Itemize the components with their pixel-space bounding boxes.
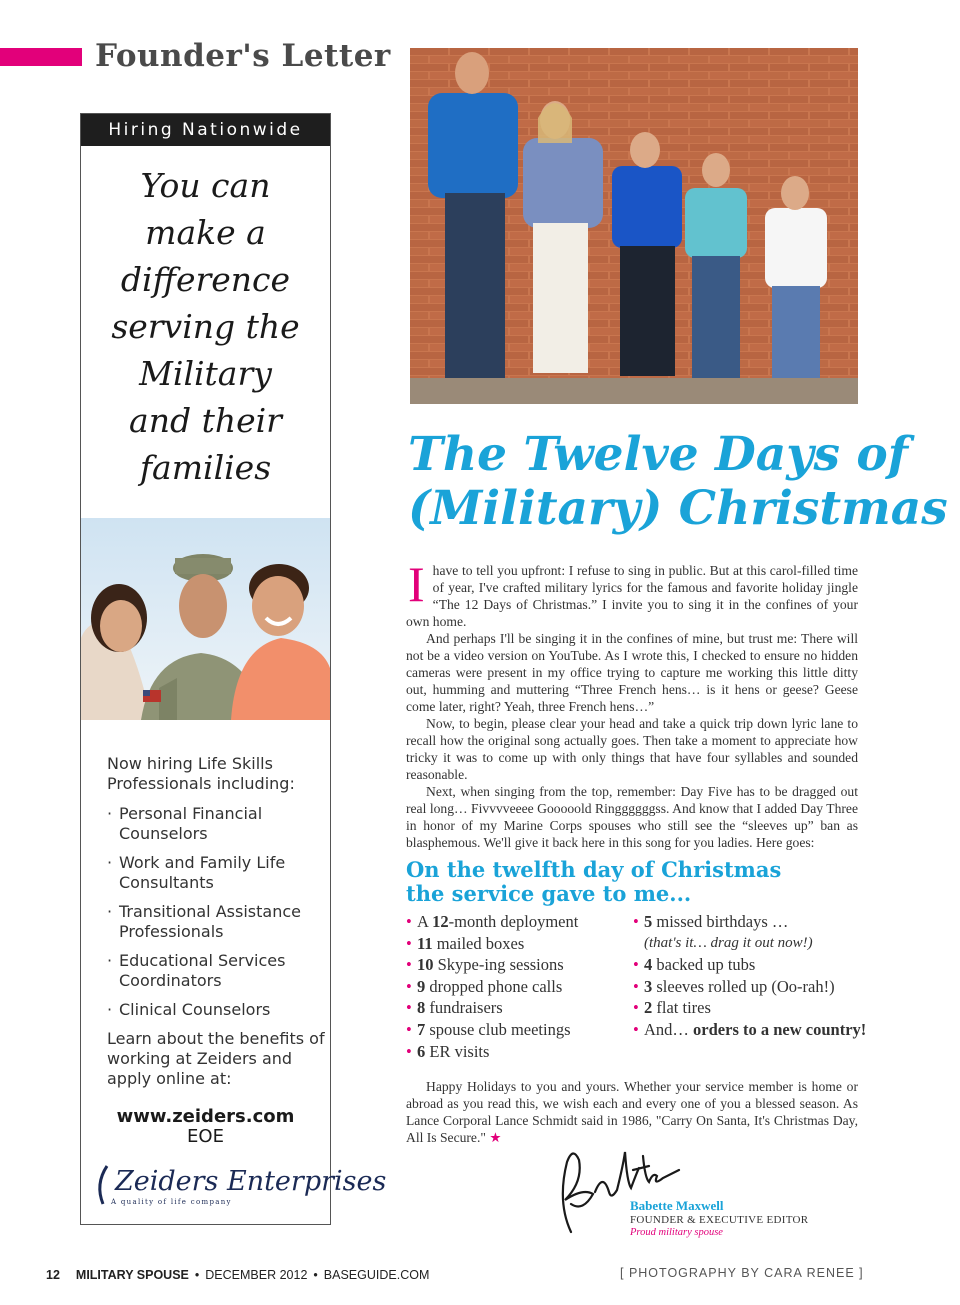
signature-name: Babette Maxwell: [630, 1198, 724, 1213]
song-item: • 4 backed up tubs: [633, 955, 756, 975]
bullet-icon: •: [633, 998, 639, 1018]
song-item: • 9 dropped phone calls: [406, 976, 563, 996]
bullet-icon: •: [406, 998, 412, 1018]
article-paragraph: Next, when singing from the top, remember: Day Five has to be dragged out real long… Fivvvveeee Gooooold Ringgggggss. And know that I added Day Three in honor of my Marine Corps spouses who still see the “sleeves up” ban as blasphemous. We'll give it back here in this song for you ladies. Here goes:: [406, 784, 858, 850]
star-icon: ★: [489, 1130, 502, 1145]
bullet-icon: •: [406, 976, 412, 996]
ad-position: · Transitional Assistance Professionals: [107, 902, 325, 942]
signature-role: FOUNDER & EXECUTIVE EDITOR: [630, 1214, 809, 1226]
ad-headline-line: make a: [145, 213, 266, 252]
article-paragraph-text: have to tell you upfront: I refuse to sing in public. But at this carol-filled time of year, I've crafted military lyrics for the famous and favorite holiday jingle “The 12 Days of Christmas.” I invite you to sing it in the confines of your own home.: [406, 563, 858, 629]
ad-position: · Work and Family Life Consultants: [107, 853, 325, 893]
bullet-icon: •: [633, 955, 639, 975]
magazine-name: MILITARY SPOUSE: [75, 1268, 189, 1282]
ad-body: [107, 754, 325, 1089]
song-item: • 3 sleeves rolled up (Oo-rah!): [633, 976, 835, 996]
article-paragraph: Now, to begin, please clear your head and take a quick trip down lyric lane to recall how the original song actually goes. Then take a moment to appreciate how tricky it was to come up with only things that have four syllables and sounded reasonable.: [406, 716, 858, 782]
logo-name: Zeiders Enterprises: [115, 1166, 387, 1197]
song-heading-line: On the twelfth day of Christmas: [406, 857, 782, 882]
song-list-right: [633, 911, 893, 1041]
bullet-icon: •: [406, 1019, 412, 1039]
footer-bullet: •: [194, 1268, 200, 1282]
ad-headline-line: serving the: [111, 307, 300, 346]
zeiders-logo: [93, 1154, 387, 1212]
article-paragraph: [406, 556, 858, 630]
section-title: Founder's Letter: [95, 38, 391, 74]
ad-headline-line: You can: [140, 166, 271, 205]
bullet-icon: •: [406, 933, 412, 953]
song-heading-line: the service gave to me...: [406, 881, 692, 906]
zeiders-advertisement[interactable]: [80, 113, 387, 1225]
ad-positions-list: [107, 804, 325, 1020]
section-accent-bar: [0, 48, 82, 66]
article-title: [408, 427, 948, 536]
page-number: 12: [46, 1268, 60, 1282]
song-heading: [406, 858, 858, 906]
footer-site: BASEGUIDE.COM: [323, 1268, 430, 1282]
article-title-line: (Military) Christmas: [408, 481, 948, 536]
bullet-icon: •: [406, 912, 412, 931]
bullet-icon: •: [406, 955, 412, 975]
ad-headline-line: families: [139, 448, 272, 487]
song-item: • A 12-month deployment: [406, 912, 579, 931]
article-title-line: The Twelve Days of: [408, 427, 908, 482]
article-body: [406, 556, 858, 851]
ad-url-link[interactable]: www.zeiders.com: [116, 1106, 295, 1127]
song-list-left: [406, 911, 626, 1062]
song-item: • And… orders to a new country!: [633, 1019, 867, 1039]
family-photo: [410, 48, 858, 404]
ad-headline-line: difference: [120, 260, 291, 299]
song-item: • 10 Skype-ing sessions: [406, 955, 564, 975]
song-item: • 2 flat tires: [633, 998, 711, 1018]
ad-eoe: EOE: [187, 1126, 224, 1147]
photo-credit: [ PHOTOGRAPHY BY CARA RENEE ]: [620, 1266, 864, 1280]
logo-tagline: A quality of life company: [111, 1198, 232, 1206]
song-note: (that's it… drag it out now!): [644, 934, 813, 951]
bullet-icon: •: [406, 1041, 412, 1061]
issue-date: DECEMBER 2012: [205, 1268, 308, 1282]
closing-paragraph: [406, 1078, 858, 1146]
bullet-icon: •: [633, 976, 639, 996]
song-item: • 11 mailed boxes: [406, 933, 525, 953]
ad-family-photo: [81, 518, 330, 720]
ad-headline-line: Military: [139, 354, 272, 393]
song-item: • 7 spouse club meetings: [406, 1019, 571, 1039]
bullet-icon: •: [633, 1019, 639, 1039]
closing-text: Happy Holidays to you and yours. Whether your service member is home or abroad as you read this, we wish each and every one of you a blessed season. As Lance Corporal Lance Schmidt said in 1986, "Carry On Santa, It's Christmas Day, All Is Secure.": [406, 1079, 858, 1145]
footer-bullet: •: [313, 1268, 318, 1282]
ad-position: · Personal Financial Counselors: [107, 804, 325, 844]
drop-cap: I: [408, 556, 425, 612]
song-item: • 6 ER visits: [406, 1041, 490, 1061]
ad-position: · Clinical Counselors: [107, 1000, 325, 1020]
ad-position: · Educational Services Coordinators: [107, 951, 325, 991]
article-paragraph: And perhaps I'll be singing it in the confines of mine, but trust me: There will not be a video version on YouTube. As I wrote this, I checked to ensure no hidden cameras were present in my office trying to capture me working this little ditty out, humming and muttering “Three French hens… is it hens or geese? Geese come later, right? Yeah, three French hens…”: [406, 631, 858, 714]
ad-intro: Now hiring Life Skills Professionals including:: [107, 754, 295, 793]
song-item: • 5 missed birthdays …: [633, 912, 789, 931]
ad-headline: [81, 162, 330, 491]
song-item: • 8 fundraisers: [406, 998, 503, 1018]
bullet-icon: •: [633, 912, 639, 931]
ad-header: Hiring Nationwide: [81, 114, 330, 146]
signature-tagline: Proud military spouse: [630, 1227, 723, 1238]
ad-headline-line: and their: [129, 401, 282, 440]
ad-learn-more: Learn about the benefits of working at Zeiders and apply online at:: [107, 1029, 325, 1088]
page-footer: [46, 1268, 429, 1282]
